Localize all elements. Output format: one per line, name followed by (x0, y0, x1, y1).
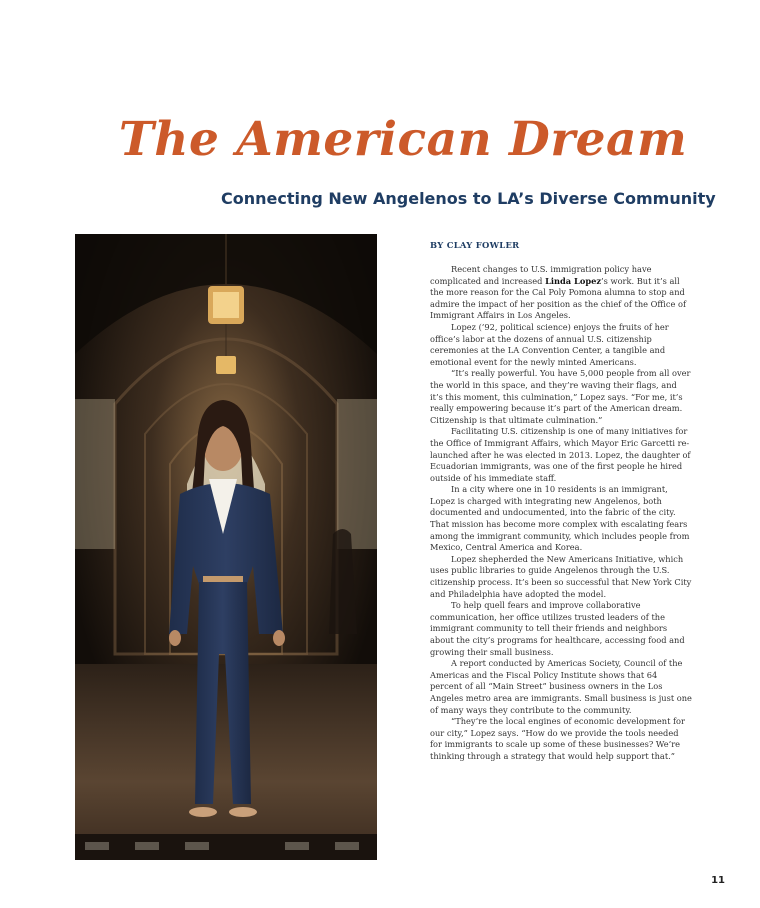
byline: BY CLAY FOWLER (430, 240, 520, 250)
paragraph: Lopez shepherded the New Americans Initiative, which uses public libraries to guide Angelenos through the U.S. citizenship process. It’s been so successful that New York City and Philadelphia have adopted the model. (430, 553, 692, 599)
paragraph: Facilitating U.S. citizenship is one of many initiatives for the Office of Immigrant Affairs, which Mayor Eric Garcetti re-launched after he was elected in 2013. Lopez, the daughter of Ecuadorian immigrants, was one of the first people he hired outside of his immediate staff. (430, 426, 691, 483)
page-number: 11 (711, 875, 725, 886)
paragraph: “They’re the local engines of economic development for our city,” Lopez says. “How do we provide the tools needed for immigrants to scale up some of these businesses? We’re thinking through a strategy that would help support that.” (430, 716, 685, 761)
paragraph: Lopez (’92, political science) enjoys the fruits of her office’s labor at the dozens of annual U.S. citizenship ceremonies at the LA Convention Center, a tangible and emotional event for the newly minted Americans. (430, 321, 669, 367)
paragraph: “It’s really powerful. You have 5,000 people from all over the world in this space, and they’re waving their flags, and it’s this moment, this culmination,” Lopez says. “For me, it’s really empowering because it’s part of the American dream. Citizenship is that ultimate culmination.” (430, 368, 691, 425)
paragraph: In a city where one in 10 residents is an immigrant, Lopez is charged with integrating new Angelenos, both documented and undocumented, into the fabric of the city. That mission has become more complex with escalating fears among the immigrant community, which includes people from Mexico, Central America and Korea. (430, 484, 690, 553)
subject-name: Linda Lopez (545, 275, 602, 286)
paragraph: To help quell fears and improve collaborative communication, her office utilizes trusted leaders of the immigrant community to tell their friends and neighbors about the city’s programs for healthcare, accessing food and growing their small business. (430, 600, 685, 657)
portrait-photo (75, 234, 377, 860)
article-title: The American Dream (118, 112, 688, 167)
article-body (430, 264, 692, 763)
article-subtitle: Connecting New Angelenos to LA’s Diverse Community (221, 189, 716, 208)
paragraph: Recent changes to U.S. immigration policy have complicated and increased Linda Lopez’s work. But it’s all the more reason for the Cal Poly Pomona alumna to stop and admire the impact of her position as the chief of the Office of Immigrant Affairs in Los Angeles. (430, 264, 687, 321)
paragraph: A report conducted by Americas Society, Council of the Americas and the Fiscal Policy Institute shows that 64 percent of all “Main Street” business owners in the Los Angeles metro area are immigrants. Small business is just one of many ways they contribute to the community. (430, 658, 692, 715)
